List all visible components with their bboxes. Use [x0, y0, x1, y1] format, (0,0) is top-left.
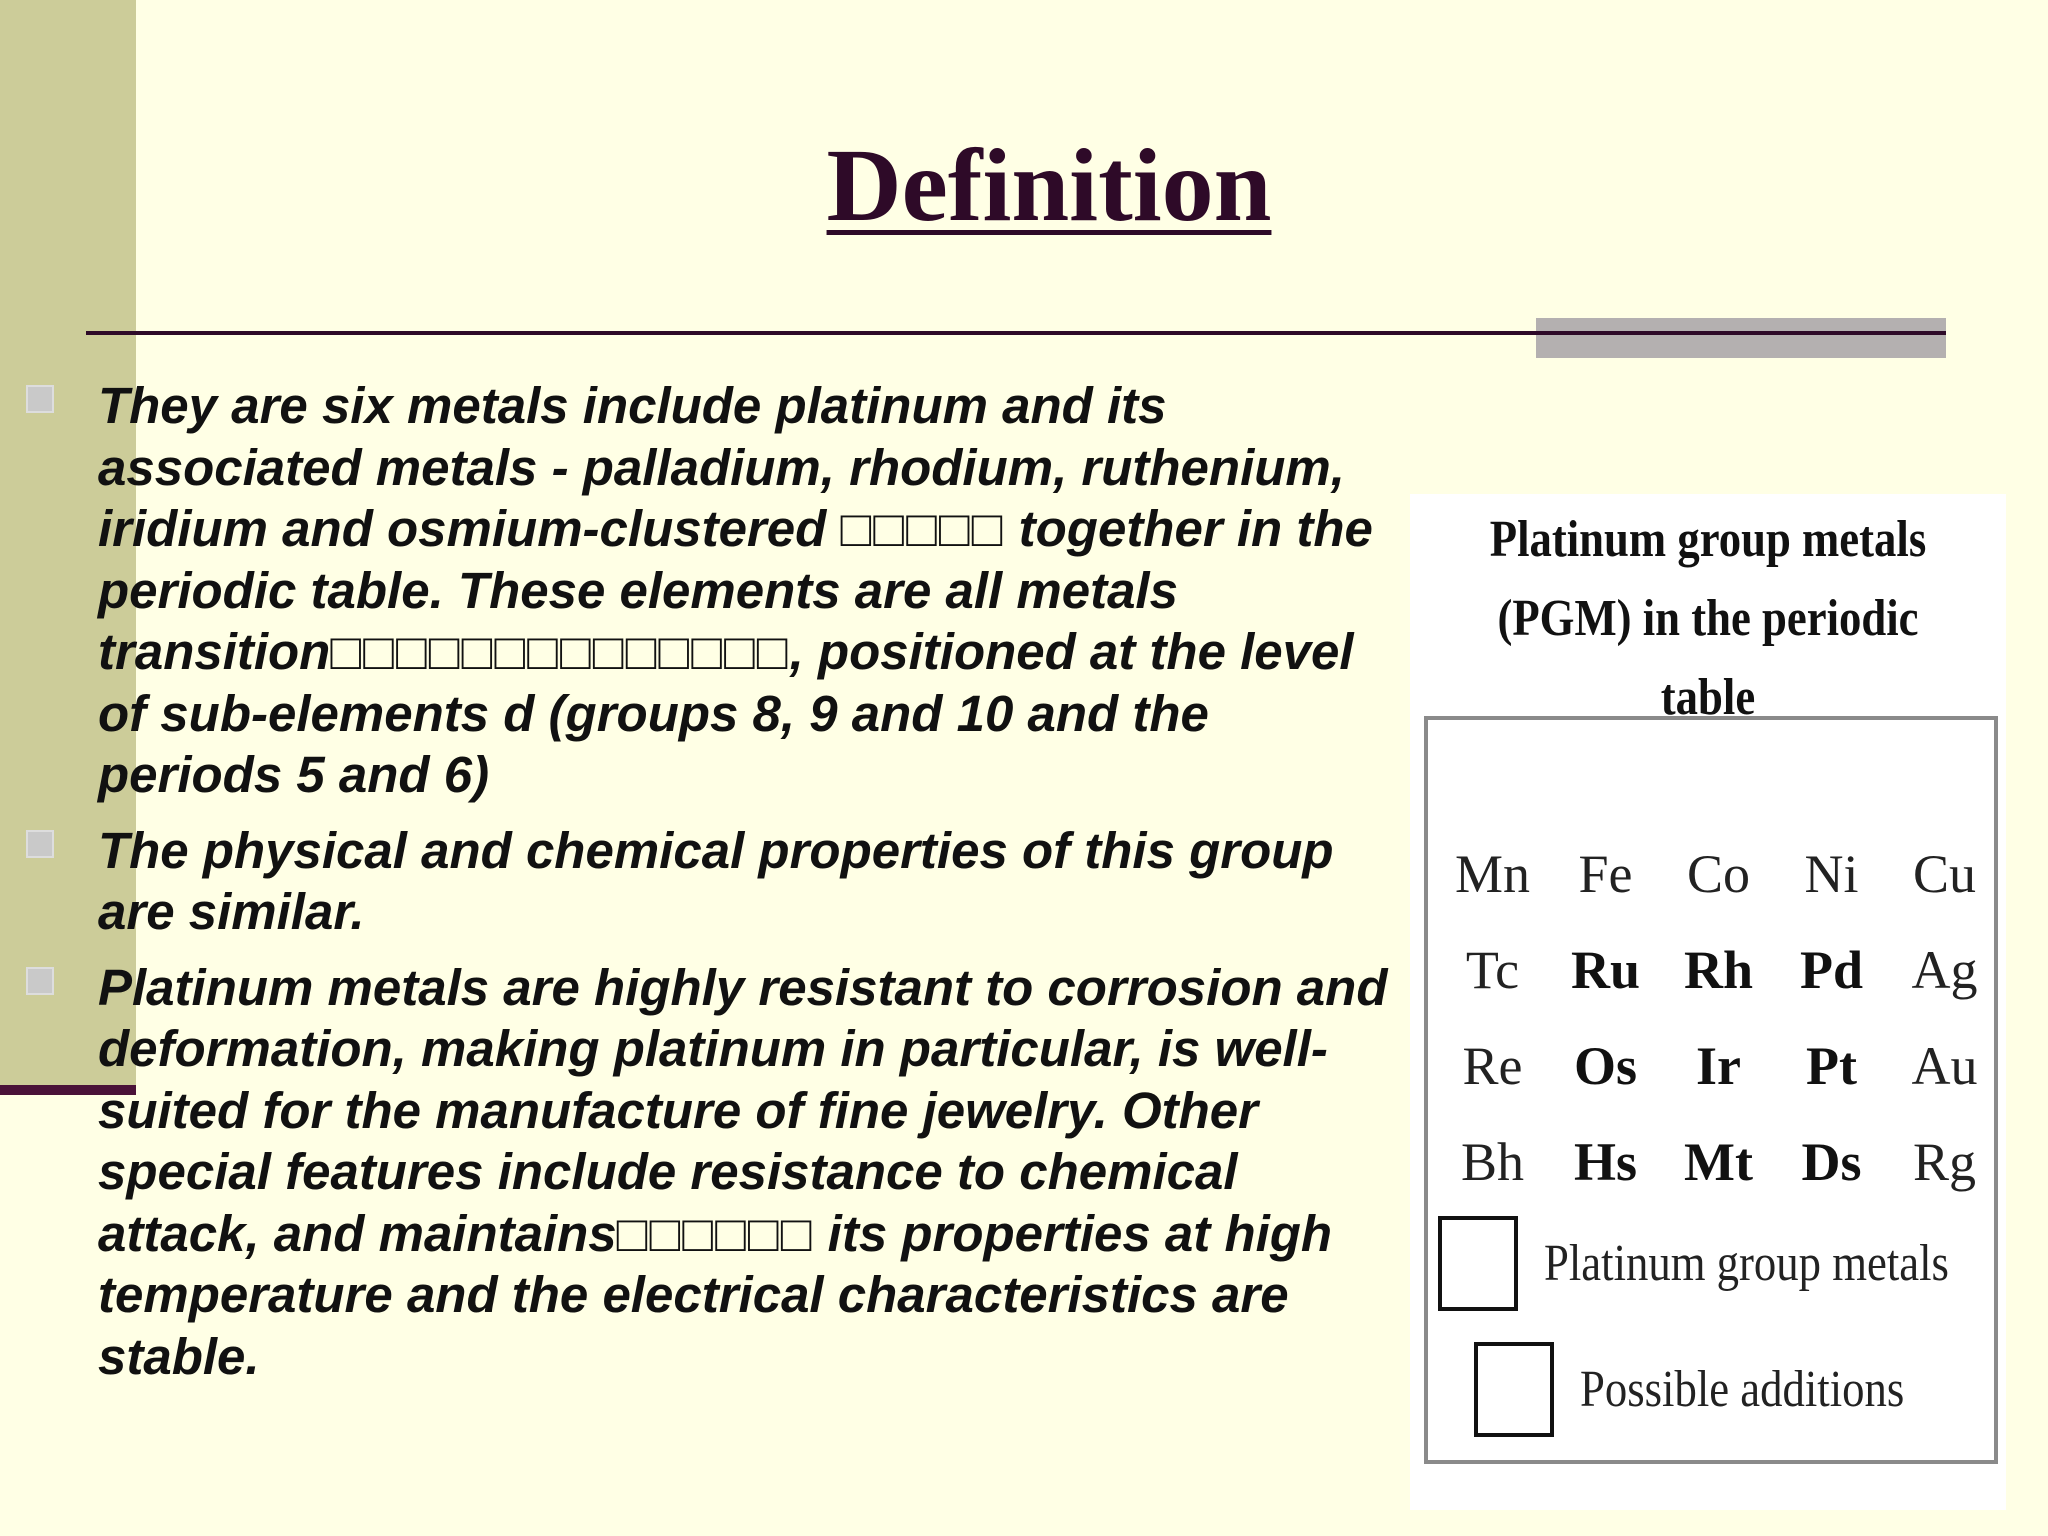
bullet-text: its properties at high temperature and the electrical characteristics are stable. [98, 1204, 1333, 1385]
element-cell: Bh [1460, 1132, 1525, 1192]
legend-swatch [1474, 1342, 1554, 1437]
square-bullet-icon [26, 830, 54, 858]
element-grid [1436, 826, 2006, 1210]
bullet-item-properties [98, 820, 1398, 943]
bullet-text: Platinum metals are highly resistant to corrosion and deformation, making platinum in particular, is well-suited for the manufacture of fine jewelry. Other special features include resistance to chemical attack, and maintains [98, 958, 1388, 1262]
square-bullet-icon [26, 385, 54, 413]
element-cell: Ru [1570, 940, 1641, 1000]
bullet-text: together in the periodic table. These elements are all metals transition [98, 500, 1373, 680]
element-cell: Os [1573, 1036, 1638, 1096]
legend-label: Possible additions [1580, 1361, 1905, 1418]
element-cell: Fe [1578, 844, 1633, 904]
legend-item-additions [1474, 1342, 1957, 1437]
element-cell: Mt [1684, 1132, 1753, 1192]
element-cell: Hs [1573, 1132, 1638, 1192]
figure-title [1452, 500, 1965, 737]
bullet-text: , positioned at the level of sub-elements d (groups 8, 9 and 10 and the periods 5 and 6) [98, 623, 1354, 803]
figure-title-line: table [1660, 669, 1756, 726]
bullet-text: The physical and chemical properties of this group are similar. [98, 821, 1334, 940]
element-cell: Ag [1911, 940, 1978, 1000]
element-cell: Tc [1465, 940, 1520, 1000]
bullet-list [98, 375, 1398, 1401]
missing-glyphs: □□□□□□□□□□□□□□ [330, 623, 790, 680]
element-cell: Au [1911, 1036, 1978, 1096]
element-cell: Pd [1799, 940, 1864, 1000]
element-cell: Ir [1696, 1036, 1741, 1096]
bullet-item-definition [98, 375, 1398, 806]
missing-glyphs: □□□□□□ [616, 1204, 814, 1262]
figure-title-line: (PGM) in the periodic [1497, 590, 1919, 647]
pgm-periodic-table-figure [1410, 494, 2006, 1510]
element-cell: Rh [1683, 940, 1754, 1000]
legend-label: Platinum group metals [1544, 1235, 1949, 1292]
square-bullet-icon [26, 967, 54, 995]
slide-title: Definition [826, 128, 1272, 243]
element-row [1436, 1018, 2006, 1114]
title-divider-accent-line [1536, 331, 1946, 335]
element-cell: Ds [1801, 1132, 1862, 1192]
bullet-text: They are six metals include platinum and its associated metals - palladium, rhodium, ruthenium, iridium and osmium-clustered [98, 377, 1345, 557]
element-cell: Pt [1806, 1036, 1857, 1096]
missing-glyphs: □□□□□ [840, 500, 1005, 557]
element-cell: Rg [1912, 1132, 1977, 1192]
element-cell: Cu [1912, 844, 1977, 904]
element-cell: Re [1462, 1036, 1523, 1096]
element-row [1436, 922, 2006, 1018]
legend-item-pgm [1438, 1216, 2015, 1311]
element-cell: Mn [1454, 844, 1530, 904]
figure-title-line: Platinum group metals [1489, 511, 1927, 568]
element-cell: Co [1686, 844, 1751, 904]
title-divider-accent [1536, 318, 1946, 358]
bullet-item-resistance [98, 957, 1398, 1388]
element-row [1436, 826, 2006, 922]
element-row [1436, 1114, 2006, 1210]
periodic-table-box [1424, 716, 1998, 1464]
legend-swatch [1438, 1216, 1518, 1311]
element-cell: Ni [1804, 844, 1859, 904]
